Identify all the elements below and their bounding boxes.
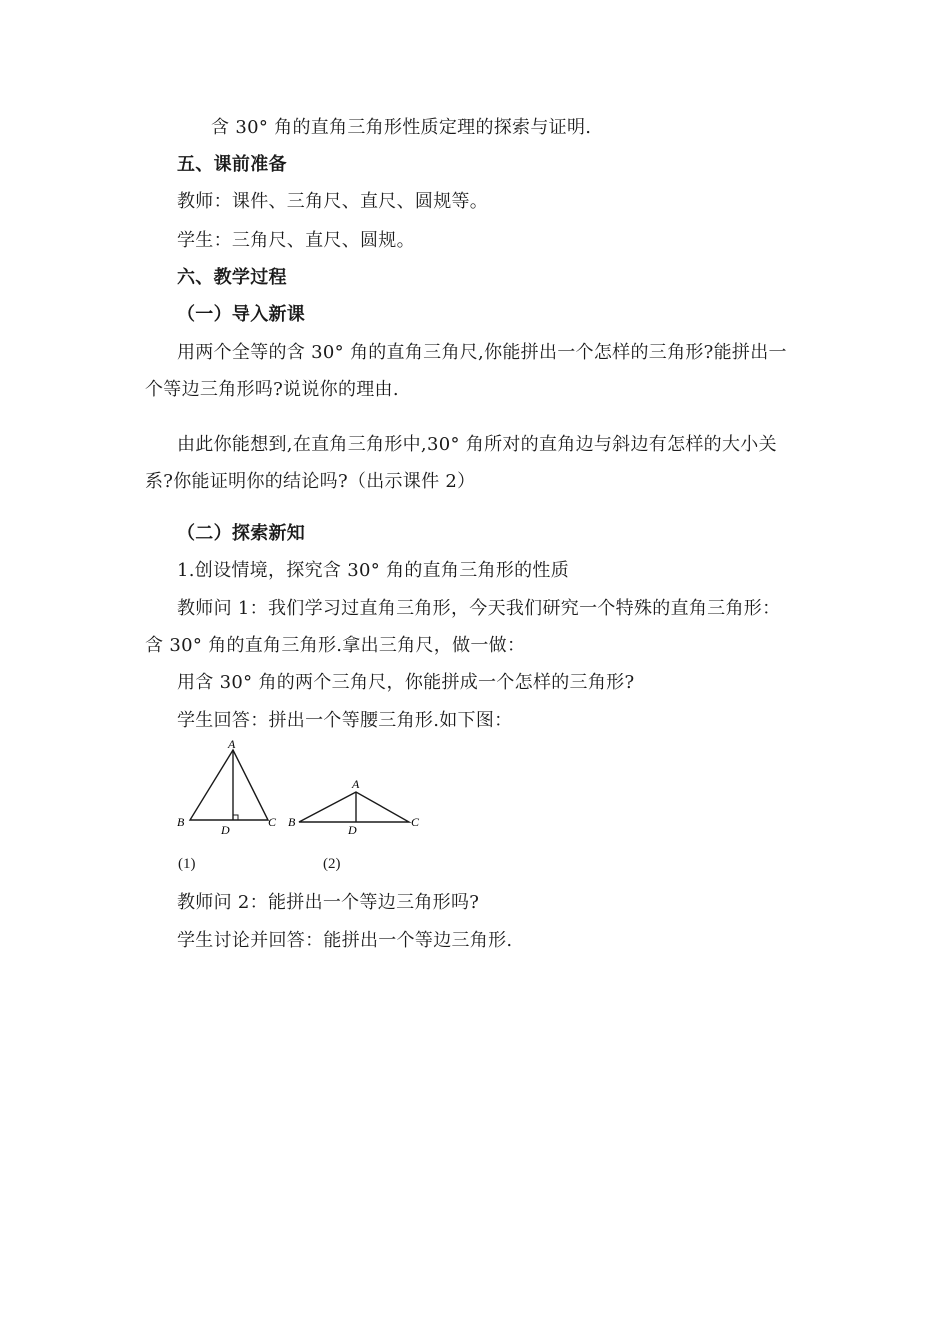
- fig2-label-c: C: [411, 815, 420, 829]
- text-line-explore-5: 学生回答：拼出一个等腰三角形.如下图：: [177, 710, 513, 731]
- section-heading-6: 六、教学过程: [177, 267, 287, 288]
- fig1-label-d: D: [221, 823, 230, 837]
- fig1-right-angle-mark: [233, 815, 238, 820]
- text-line-explore-3: 含 30° 角的直角三角形.拿出三角尺，做一做：: [145, 635, 526, 656]
- text-line-intro-1: 用两个全等的含 30° 角的直角三角尺,你能拼出一个怎样的三角形?能拼出一: [177, 342, 787, 363]
- text-line-intro-3: 由此你能想到,在直角三角形中,30° 角所对的直角边与斜边有怎样的大小关: [177, 434, 777, 455]
- fig2-label-b: B: [288, 815, 296, 829]
- text-line-teacher-prep: 教师：课件、三角尺、直尺、圆规等。: [177, 191, 489, 212]
- fig1-label-b: B: [177, 815, 185, 829]
- fig1-label-c: C: [268, 815, 277, 829]
- fig2-label-d: D: [348, 823, 357, 837]
- section-heading-5: 五、课前准备: [177, 154, 287, 175]
- fig1-triangle-outline: [190, 750, 268, 820]
- figure-2-triangle: [285, 740, 425, 840]
- fig1-label-a: A: [228, 737, 236, 751]
- text-line-explore-4: 用含 30° 角的两个三角尺，你能拼成一个怎样的三角形?: [177, 672, 635, 693]
- text-line-explore-2: 教师问 1：我们学习过直角三角形，今天我们研究一个特殊的直角三角形：: [177, 598, 781, 619]
- text-line-intro-4: 系?你能证明你的结论吗?（出示课件 2）: [145, 471, 476, 492]
- fig2-label-a: A: [352, 777, 360, 791]
- fig2-triangle-outline: [299, 792, 409, 822]
- figure-1-caption: (1): [178, 856, 196, 872]
- text-line-answer-2: 学生讨论并回答：能拼出一个等边三角形.: [177, 930, 513, 951]
- text-line-explore-1: 1.创设情境，探究含 30° 角的直角三角形的性质: [177, 560, 570, 581]
- figure-2-caption: (2): [323, 856, 341, 872]
- subsection-heading-1: （一）导入新课: [177, 304, 306, 325]
- text-line-intro-2: 个等边三角形吗?说说你的理由.: [145, 379, 399, 400]
- text-line-question-2: 教师问 2：能拼出一个等边三角形吗?: [177, 892, 480, 913]
- text-line-student-prep: 学生：三角尺、直尺、圆规。: [177, 230, 415, 251]
- figure-1-triangle: [172, 737, 282, 840]
- text-line-1: 含 30° 角的直角三角形性质定理的探索与证明.: [211, 117, 592, 138]
- subsection-heading-2: （二）探索新知: [177, 523, 306, 544]
